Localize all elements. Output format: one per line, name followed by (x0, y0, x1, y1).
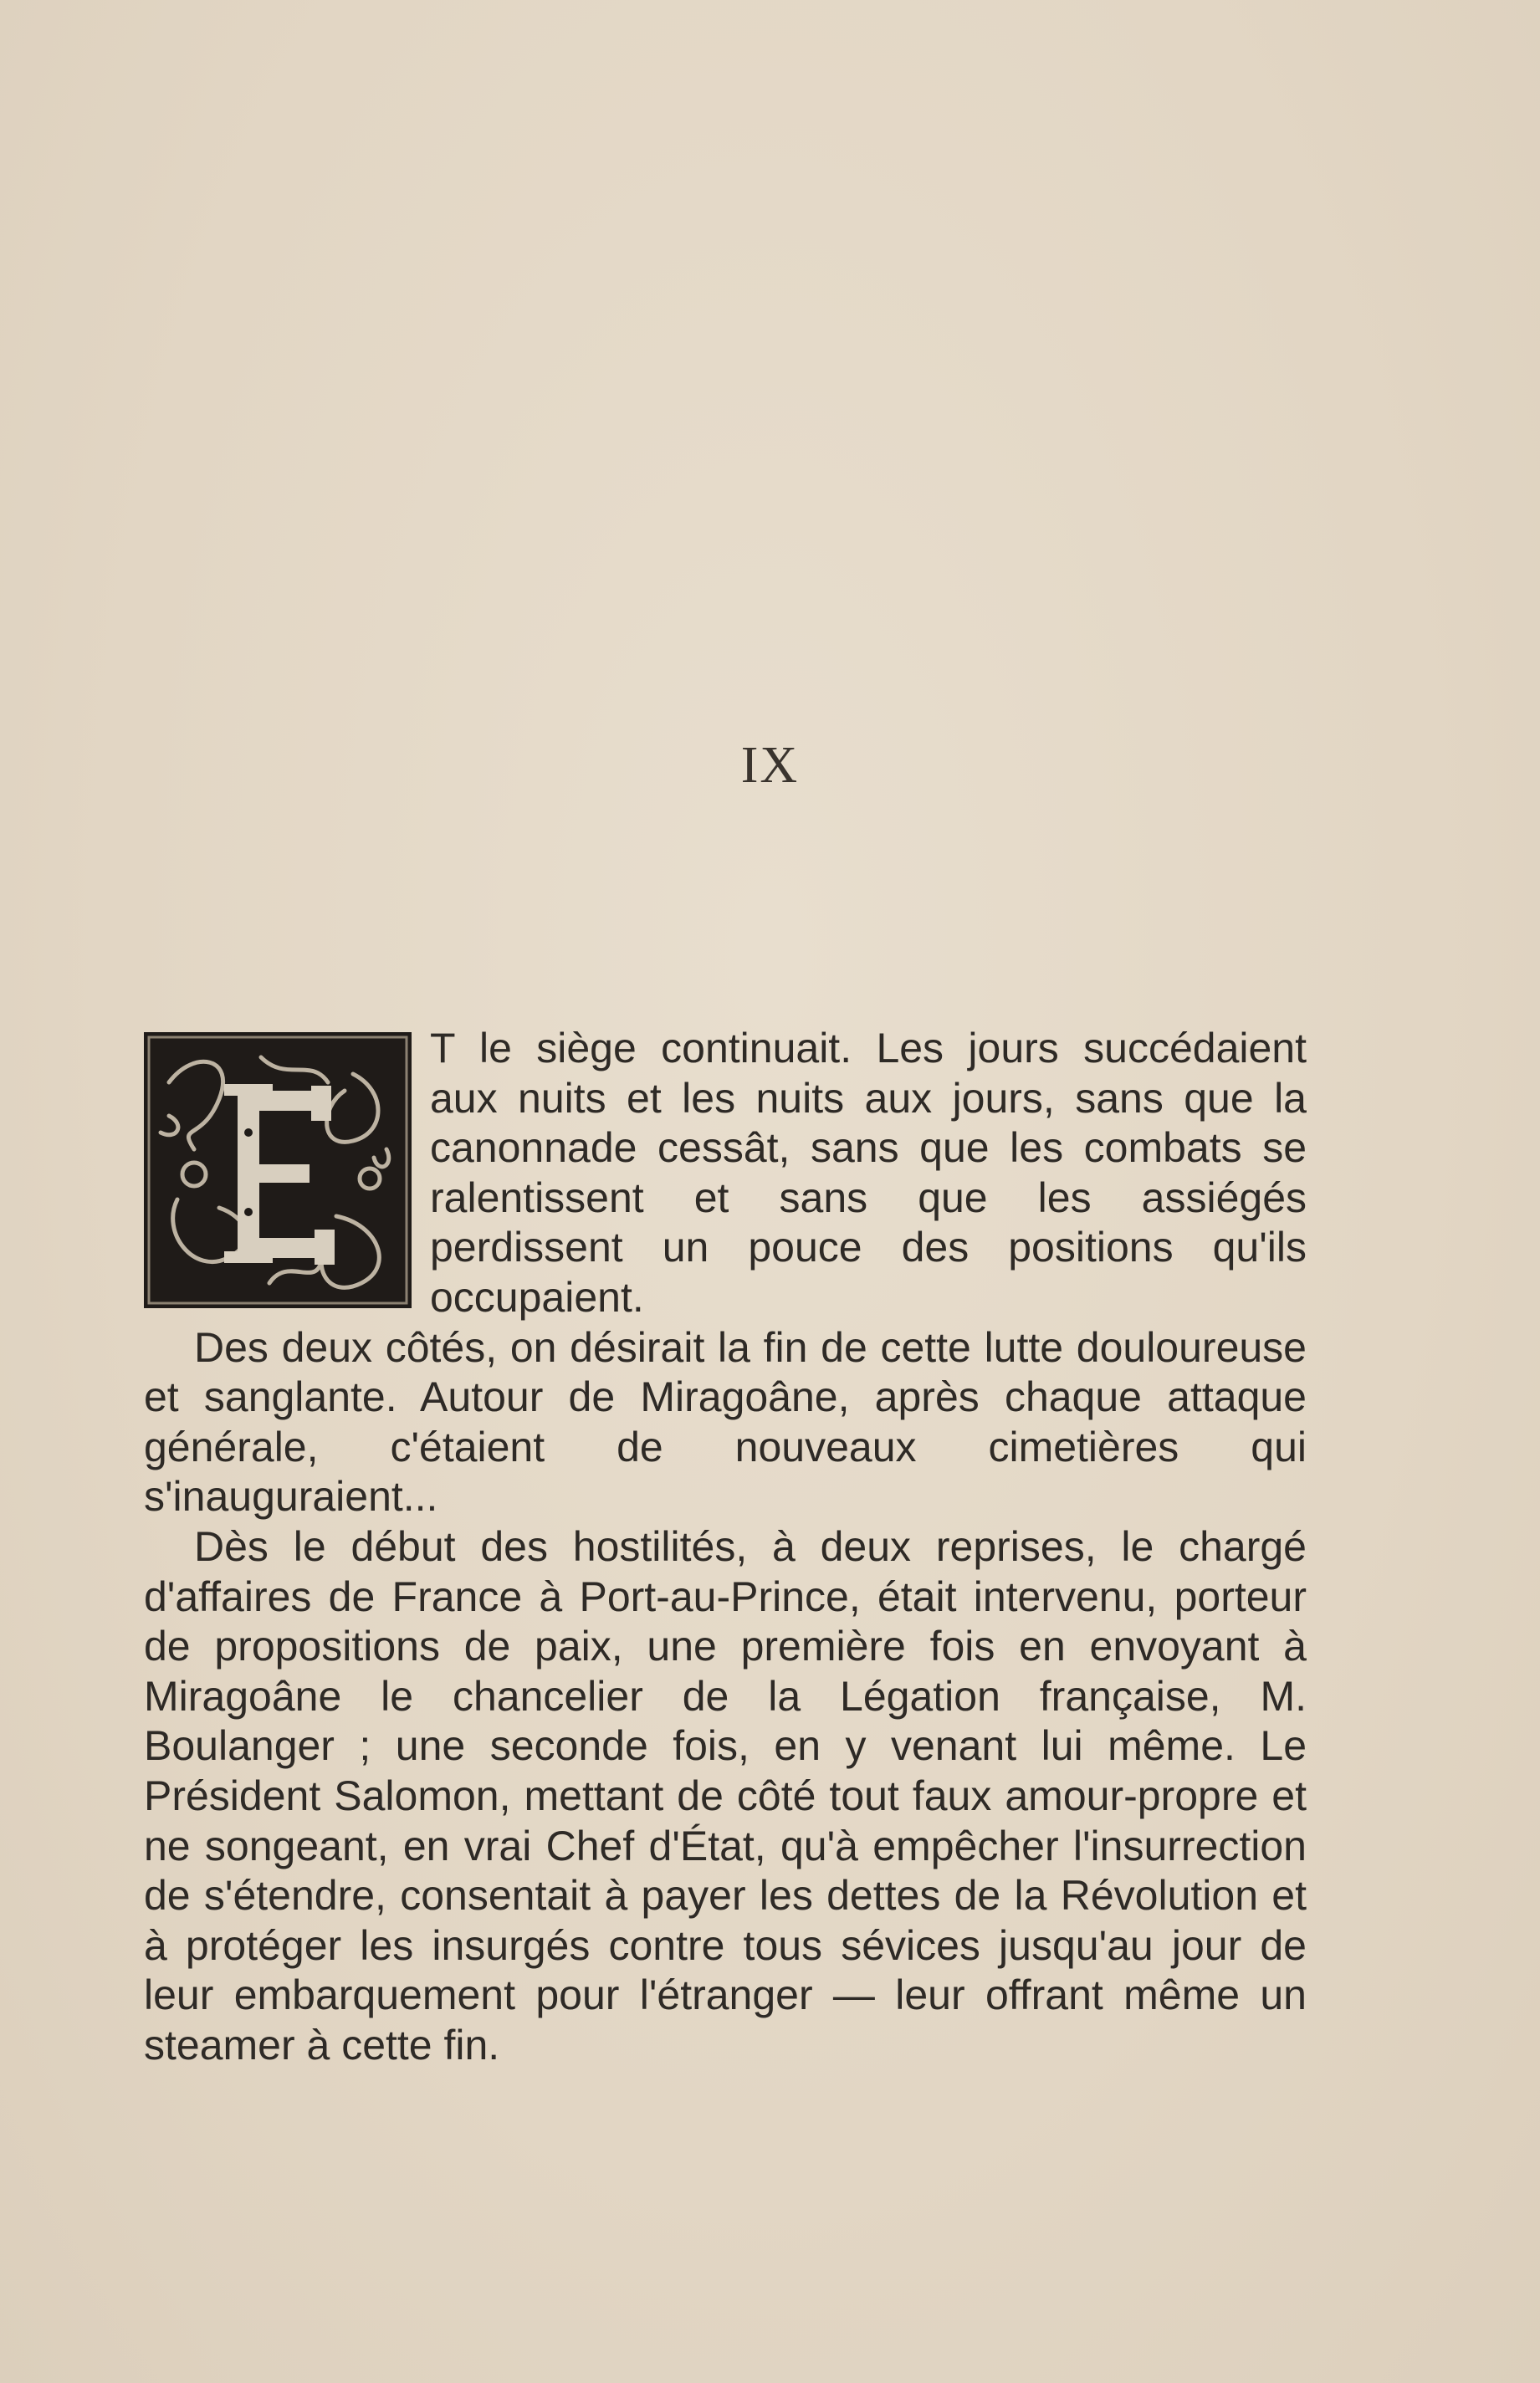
body-text (144, 1024, 1307, 2070)
chapter-number: IX (740, 737, 800, 794)
ornamental-dropcap (144, 1032, 412, 1308)
paragraph-2: Des deux côtés, on désirait la fin de cette lutte douloureuse et sanglante. Autour de Miragoâne, après chaque attaque générale, c'étaient de nouveaux cimetières qui s'inauguraient... (144, 1323, 1307, 1521)
paragraph-1: T le siège continuait. Les jours succédaient aux nuits et les nuits aux jours, sans que la canonnade cessât, sans que les combats se ralentissent et sans que les assiégés perdissent un pouce des positions qu'ils occupaient. (430, 1025, 1307, 1321)
dropcap-ornament-icon (144, 1032, 412, 1308)
paragraph-3: Dès le début des hostilités, à deux reprises, le chargé d'affaires de France à Port-au-Prince, était intervenu, porteur de propositions de paix, une première fois en envoyant à Miragoâne le chancelier de la Légation française, M. Boulanger ; une seconde fois, en y venant lui même. Le Président Salomon, mettant de côté tout faux amour-propre et ne songeant, en vrai Chef d'État, qu'à empêcher l'insurrection de s'étendre, consentait à payer les dettes de la Révolution et à protéger les insurgés contre tous sévices jusqu'au jour de leur embarquement pour l'étranger — leur offrant même un steamer à cette fin. (144, 1522, 1307, 2069)
